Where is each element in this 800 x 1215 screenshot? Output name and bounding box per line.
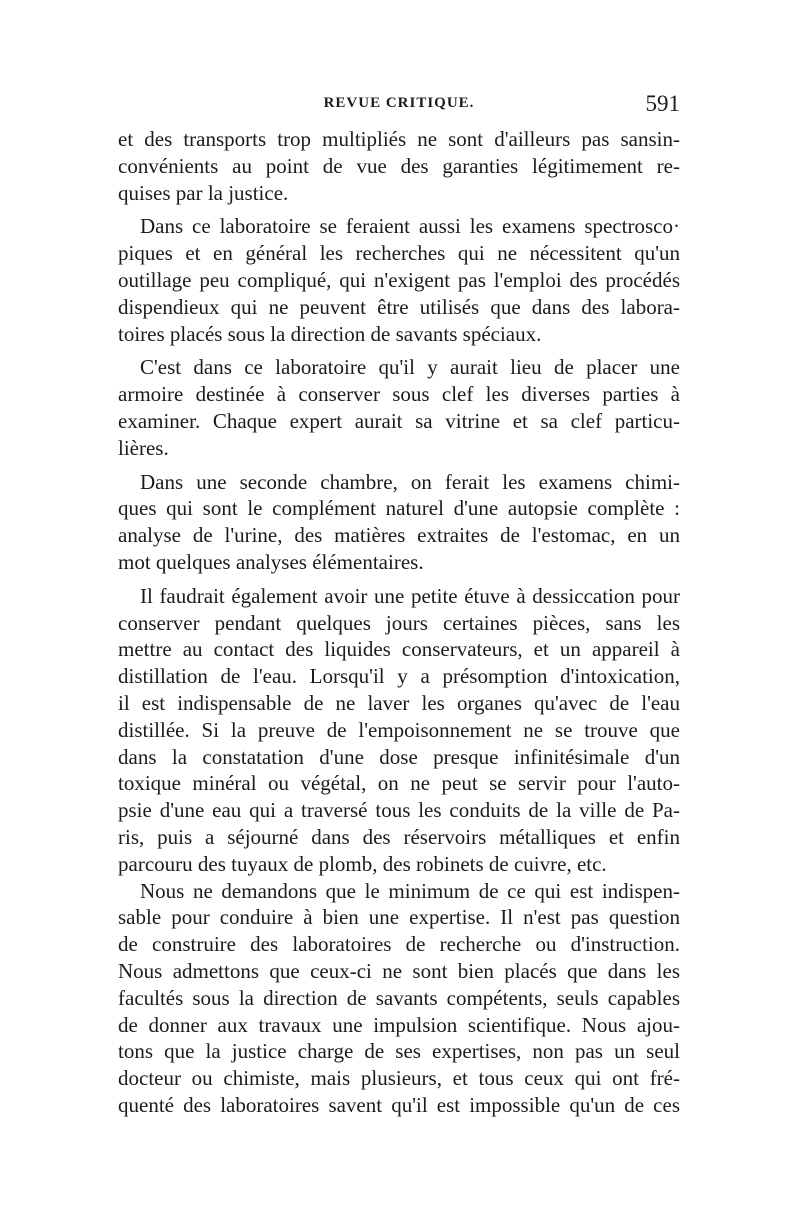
text-line: examiner. Chaque expert aurait sa vitrine et sa clef particu- (118, 408, 680, 433)
text-line: de donner aux travaux une impulsion scientifique. Nous ajou- (118, 1012, 680, 1037)
text-line: toxique minéral ou végétal, on ne peut se servir pour l'auto- (118, 771, 680, 796)
text-line: Nous ne demandons que le minimum de ce qui est indispen- (140, 878, 680, 903)
text-line: distillée. Si la preuve de l'empoisonnement ne se trouve que (118, 717, 680, 742)
text-line: facultés sous la direction de savants compétents, seuls capables (118, 985, 680, 1010)
text-line: tons que la justice charge de ses expertises, non pas un seul (118, 1039, 680, 1064)
body-text (118, 126, 680, 1119)
paragraph-3 (118, 354, 680, 461)
text-line: outillage peu compliqué, qui n'exigent pas l'emploi des procédés (118, 267, 680, 292)
text-line: il est indispensable de ne laver les organes qu'avec de l'eau (118, 690, 680, 715)
text-line: quises par la justice. (118, 180, 289, 205)
text-line: de construire des laboratoires de recherche ou d'instruction. (118, 932, 680, 957)
text-line: piques et en général les recherches qui ne nécessitent qu'un (118, 241, 680, 266)
text-line: ris, puis a séjourné dans des réservoirs métalliques et enfin (118, 824, 680, 849)
text-line: C'est dans ce laboratoire qu'il y aurait lieu de placer une (140, 355, 680, 380)
text-line: mot quelques analyses élémentaires. (118, 549, 424, 574)
text-line: toires placés sous la direction de savants spéciaux. (118, 321, 542, 346)
paragraph-2 (118, 213, 680, 347)
text-line: analyse de l'urine, des matières extraites de l'estomac, en un (118, 523, 680, 548)
page-number: 591 (645, 91, 680, 116)
paragraph-4 (118, 469, 680, 576)
paragraph-5 (118, 583, 680, 878)
text-line: armoire destinée à conserver sous clef les diverses parties à (118, 382, 680, 407)
text-line: Il faudrait également avoir une petite étuve à dessiccation pour (140, 583, 680, 608)
text-line: convénients au point de vue des garanties légitimement re- (118, 153, 680, 178)
text-line: psie d'une eau qui a traversé tous les conduits de la ville de Pa- (118, 798, 680, 823)
text-line: et des transports trop multipliés ne sont d'ailleurs pas sansin- (118, 127, 680, 151)
text-line: Dans une seconde chambre, on ferait les examens chimi- (140, 469, 680, 494)
text-line: quenté des laboratoires savent qu'il est impossible qu'un de ces (118, 1092, 680, 1117)
text-line: ques qui sont le complément naturel d'une autopsie complète : (118, 496, 680, 521)
text-line: conserver pendant quelques jours certaines pièces, sans les (118, 610, 680, 635)
text-line: Nous admettons que ceux-ci ne sont bien placés que dans les (118, 958, 680, 983)
page-header (118, 91, 680, 121)
text-line: Dans ce laboratoire se feraient aussi les examens spectrosco· (140, 214, 680, 239)
text-line: lières. (118, 435, 169, 460)
text-line: distillation de l'eau. Lorsqu'il y a présomption d'intoxication, (118, 664, 680, 689)
paragraph-6 (118, 878, 680, 1119)
text-line: parcouru des tuyaux de plomb, des robinets de cuivre, etc. (118, 851, 607, 876)
text-line: mettre au contact des liquides conservateurs, et un appareil à (118, 637, 680, 662)
text-line: dispendieux qui ne peuvent être utilisés que dans des labora- (118, 294, 680, 319)
text-line: sable pour conduire à bien une expertise. Il n'est pas question (118, 905, 680, 930)
running-title: REVUE CRITIQUE. (323, 95, 475, 111)
paragraph-1 (118, 126, 680, 206)
text-line: dans la constatation d'une dose presque infinitésimale d'un (118, 744, 680, 769)
text-line: docteur ou chimiste, mais plusieurs, et tous ceux qui ont fré- (118, 1066, 680, 1091)
